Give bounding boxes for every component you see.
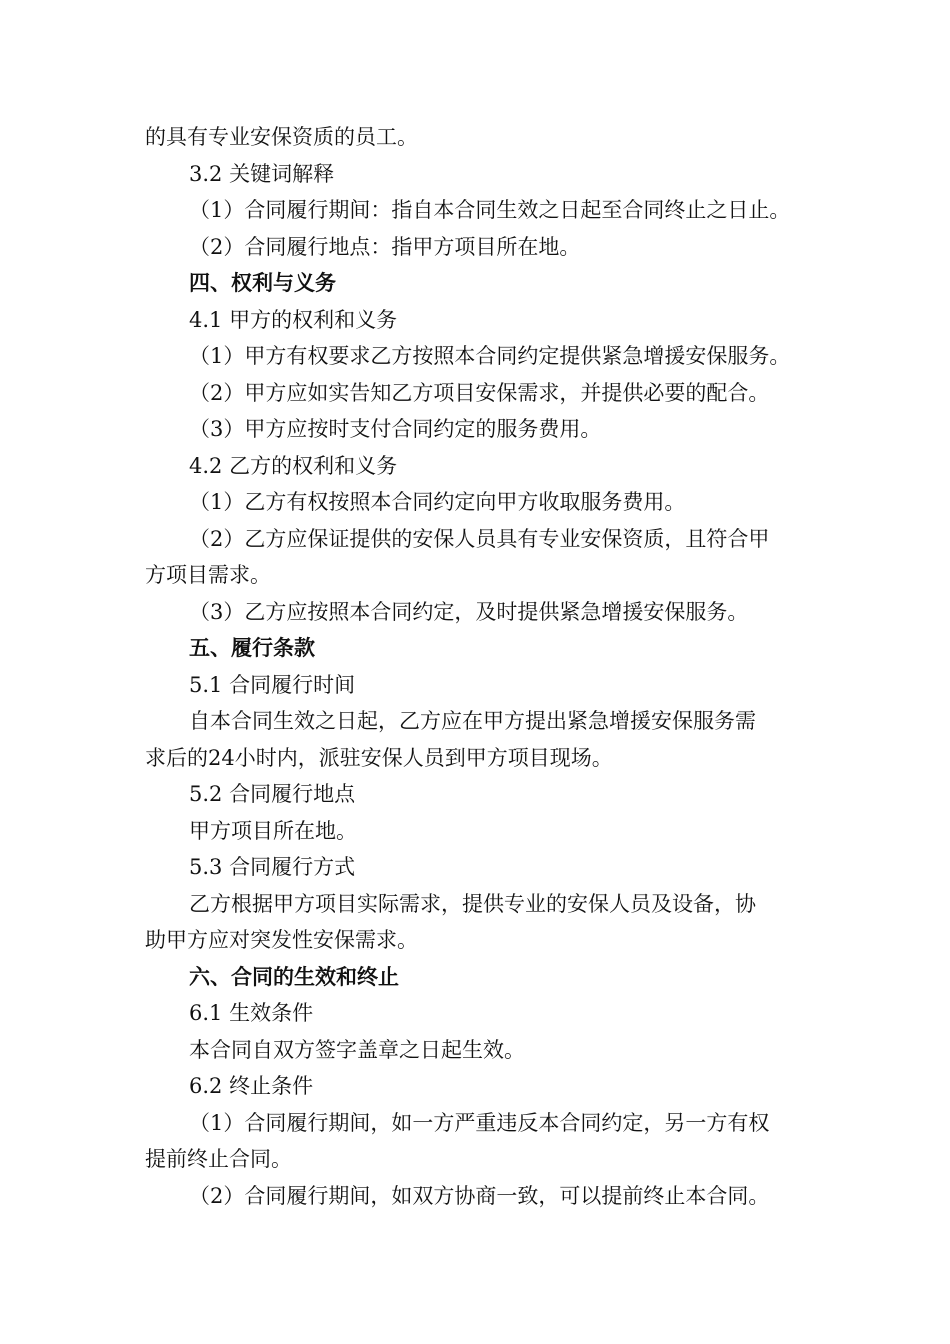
list-item: （2）合同履行地点：指甲方项目所在地。 xyxy=(189,234,581,259)
text-line: 的具有专业安保资质的员工。 xyxy=(145,125,418,149)
subsection-heading: 6.1 生效条件 xyxy=(189,1001,314,1025)
section-heading: 六、合同的生效和终止 xyxy=(189,963,399,989)
subsection-heading: 3.2 关键词解释 xyxy=(189,161,335,186)
paragraph-line: 甲方项目所在地。 xyxy=(189,818,357,843)
section-heading: 五、履行条款 xyxy=(189,635,315,660)
subsection-heading: 6.2 终止条件 xyxy=(189,1074,314,1098)
list-item: （1）乙方有权按照本合同约定向甲方收取服务费用。 xyxy=(189,490,686,514)
subsection-heading: 5.3 合同履行方式 xyxy=(189,855,356,879)
list-item: （1）甲方有权要求乙方按照本合同约定提供紧急增援安保服务。 xyxy=(189,344,791,368)
list-item: （3）甲方应按时支付合同约定的服务费用。 xyxy=(189,417,602,441)
list-item: （2）乙方应保证提供的安保人员具有专业安保资质，且符合甲 xyxy=(189,526,770,551)
list-item: （3）乙方应按照本合同约定，及时提供紧急增援安保服务。 xyxy=(189,599,749,624)
list-item: （2）合同履行期间，如双方协商一致，可以提前终止本合同。 xyxy=(189,1183,770,1208)
text-line: 求后的24小时内，派驻安保人员到甲方项目现场。 xyxy=(145,745,613,770)
text-line: 方项目需求。 xyxy=(145,563,271,587)
subsection-heading: 4.2 乙方的权利和义务 xyxy=(189,453,398,478)
subsection-heading: 5.2 合同履行地点 xyxy=(189,782,356,806)
paragraph-line: 本合同自双方签字盖章之日起生效。 xyxy=(189,1037,525,1062)
text-line: 助甲方应对突发性安保需求。 xyxy=(145,928,418,952)
list-item: （1）合同履行期间：指自本合同生效之日起至合同终止之日止。 xyxy=(189,198,791,222)
document-body xyxy=(145,119,815,1214)
text-line: 提前终止合同。 xyxy=(145,1147,292,1171)
list-item: （2）甲方应如实告知乙方项目安保需求，并提供必要的配合。 xyxy=(189,380,770,405)
list-item: （1）合同履行期间，如一方严重违反本合同约定，另一方有权 xyxy=(189,1110,770,1135)
paragraph-line: 乙方根据甲方项目实际需求，提供专业的安保人员及设备，协 xyxy=(189,891,756,916)
section-heading: 四、权利与义务 xyxy=(189,270,336,295)
paragraph-line: 自本合同生效之日起，乙方应在甲方提出紧急增援安保服务需 xyxy=(189,709,756,733)
subsection-heading: 5.1 合同履行时间 xyxy=(189,672,356,697)
subsection-heading: 4.1 甲方的权利和义务 xyxy=(189,307,398,332)
